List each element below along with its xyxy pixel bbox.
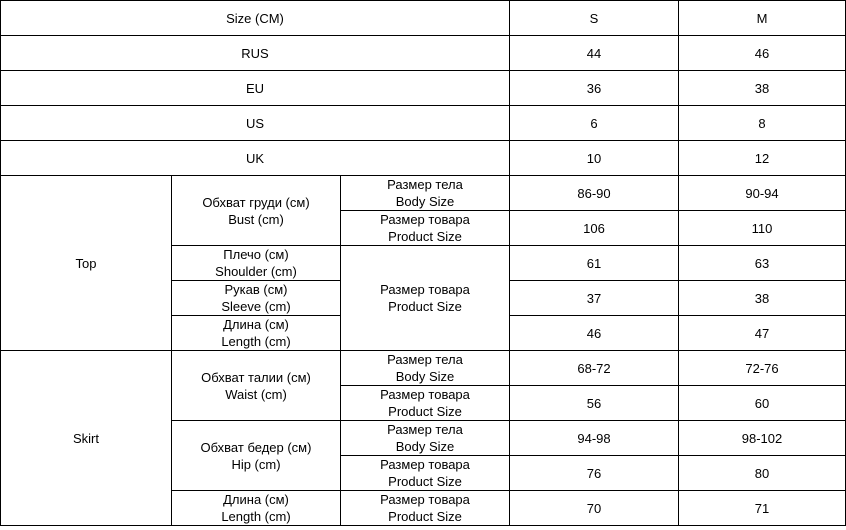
length-label-ru: Длина (см) <box>223 317 289 332</box>
hip-body-m-value: 98-102 <box>679 421 846 456</box>
uk-m-value: 12 <box>679 141 846 176</box>
hip-product-s-value: 76 <box>510 456 679 491</box>
bust-label-ru: Обхват груди (см) <box>202 194 310 210</box>
waist-body-m-value: 72-76 <box>679 351 846 386</box>
eu-m-value: 38 <box>679 71 846 106</box>
rus-m-value: 46 <box>679 36 846 71</box>
shoulder-s-value: 61 <box>510 246 679 281</box>
body-size-ru: Размер тела <box>387 177 463 192</box>
waist-body-size-label <box>341 351 510 386</box>
sleeve-label-en: Sleeve (cm) <box>221 299 291 314</box>
rus-label: RUS <box>1 36 510 71</box>
top-length-m-value: 47 <box>679 316 846 351</box>
sleeve-label <box>172 281 341 316</box>
shoulder-label-ru: Плечо (см) <box>223 247 289 262</box>
size-label-cell: Size (CM) <box>1 1 510 36</box>
body-size-en: Body Size <box>395 194 455 209</box>
skirt-section-label: Skirt <box>1 351 172 526</box>
product-size-ru: Размер товара <box>380 212 470 227</box>
skirt-length-product-size-label <box>341 491 510 526</box>
body-size-ru: Размер тела <box>387 422 463 437</box>
bust-body-m-value: 90-94 <box>679 176 846 211</box>
us-label: US <box>1 106 510 141</box>
shoulder-label <box>172 246 341 281</box>
hip-body-size-label <box>341 421 510 456</box>
hip-label-ru: Обхват бедер (см) <box>200 439 312 455</box>
skirt-waist-body-row <box>1 351 846 386</box>
rus-row <box>1 36 846 71</box>
skirt-length-label <box>172 491 341 526</box>
bust-label <box>172 176 341 246</box>
us-m-value: 8 <box>679 106 846 141</box>
bust-product-s-value: 106 <box>510 211 679 246</box>
shoulder-label-en: Shoulder (cm) <box>215 264 297 279</box>
bust-label-en: Bust (cm) <box>228 211 284 227</box>
bust-product-size-label <box>341 211 510 246</box>
top-length-label <box>172 316 341 351</box>
shoulder-m-value: 63 <box>679 246 846 281</box>
product-size-en: Product Size <box>388 474 462 489</box>
top-product-size-label <box>341 246 510 351</box>
length-label-ru: Длина (см) <box>223 492 289 507</box>
size-s-header: S <box>510 1 679 36</box>
waist-product-s-value: 56 <box>510 386 679 421</box>
rus-s-value: 44 <box>510 36 679 71</box>
waist-body-s-value: 68-72 <box>510 351 679 386</box>
product-size-ru: Размер товара <box>380 457 470 472</box>
product-size-en: Product Size <box>388 229 462 244</box>
uk-label: UK <box>1 141 510 176</box>
hip-product-size-label <box>341 456 510 491</box>
eu-s-value: 36 <box>510 71 679 106</box>
hip-label <box>172 421 341 491</box>
waist-label-ru: Обхват талии (см) <box>201 369 311 385</box>
hip-body-s-value: 94-98 <box>510 421 679 456</box>
eu-label: EU <box>1 71 510 106</box>
product-size-ru: Размер товара <box>380 387 470 402</box>
waist-product-m-value: 60 <box>679 386 846 421</box>
bust-body-size-label <box>341 176 510 211</box>
eu-row <box>1 71 846 106</box>
product-size-ru: Размер товара <box>380 282 470 297</box>
sleeve-label-ru: Рукав (см) <box>224 282 288 297</box>
sleeve-s-value: 37 <box>510 281 679 316</box>
us-row <box>1 106 846 141</box>
top-length-s-value: 46 <box>510 316 679 351</box>
uk-row <box>1 141 846 176</box>
body-size-en: Body Size <box>395 369 455 384</box>
product-size-en: Product Size <box>388 404 462 419</box>
body-size-ru: Размер тела <box>387 352 463 367</box>
hip-product-m-value: 80 <box>679 456 846 491</box>
us-s-value: 6 <box>510 106 679 141</box>
length-label-en: Length (cm) <box>221 509 291 524</box>
product-size-ru: Размер товара <box>380 492 470 507</box>
top-section-label: Top <box>1 176 172 351</box>
waist-label <box>172 351 341 421</box>
skirt-length-m-value: 71 <box>679 491 846 526</box>
waist-label-en: Waist (cm) <box>225 386 287 402</box>
uk-s-value: 10 <box>510 141 679 176</box>
length-label-en: Length (cm) <box>221 334 291 349</box>
bust-body-s-value: 86-90 <box>510 176 679 211</box>
bust-product-m-value: 110 <box>679 211 846 246</box>
body-size-en: Body Size <box>395 439 455 454</box>
top-bust-body-row <box>1 176 846 211</box>
sleeve-m-value: 38 <box>679 281 846 316</box>
product-size-en: Product Size <box>388 299 462 314</box>
hip-label-en: Hip (cm) <box>231 456 281 472</box>
size-m-header: M <box>679 1 846 36</box>
waist-product-size-label <box>341 386 510 421</box>
skirt-length-s-value: 70 <box>510 491 679 526</box>
product-size-en: Product Size <box>388 509 462 524</box>
header-row <box>1 1 846 36</box>
